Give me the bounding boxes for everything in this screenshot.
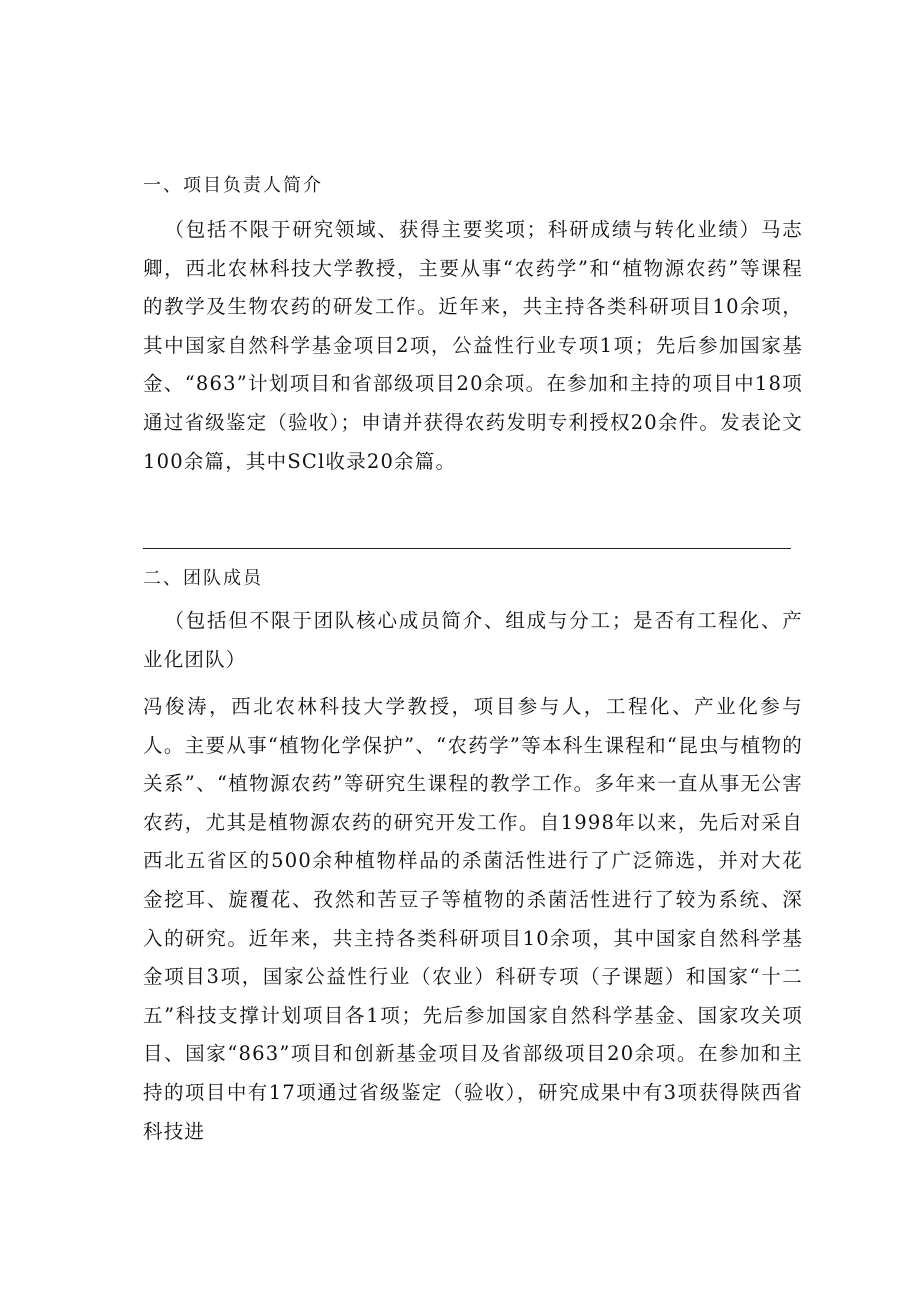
section2-heading: 二、团队成员	[143, 568, 263, 589]
section-divider	[143, 548, 791, 549]
section1-heading: 一、项目负责人简介	[143, 175, 323, 196]
section1-paragraph: （包括不限于研究领域、获得主要奖项；科研成绩与转化业绩）马志卿，西北农林科技大学教授，主要从事“农药学”和“植物源农药”等课程的教学及生物农药的研发工作。近年来，共主持各类科研项目10余项，其中国家自然科学基金项目2项，公益性行业专项1项；先后参加国家基金、“863”计划项目和省部级项目20余项。在参加和主持的项目中18项通过省级鉴定（验收）；申请并获得农药发明专利授权20余件。发表论文100余篇，其中SCl收录20余篇。	[143, 218, 803, 473]
section2-intro: （包括但不限于团队核心成员简介、组成与分工；是否有工程化、产业化团队）	[143, 609, 803, 671]
section2-member-paragraph: 冯俊涛，西北农林科技大学教授，项目参与人，工程化、产业化参与人。主要从事“植物化学保护”、“农药学”等本科生课程和“昆虫与植物的关系”、“植物源农药”等研究生课程的教学工作。多年来一直从事无公害农药，尤其是植物源农药的研究开发工作。自1998年以来，先后对采自西北五省区的500余种植物样品的杀菌活性进行了广泛筛选，并对大花金挖耳、旋覆花、孜然和苦豆子等植物的杀菌活性进行了较为系统、深入的研究。近年来，共主持各类科研项目10余项，其中国家自然科学基金项目3项，国家公益性行业（农业）科研专项（子课题）和国家“十二五”科技支撑计划项目各1项；先后参加国家自然科学基金、国家攻关项目、国家“863”项目和创新基金项目及省部级项目20余项。在参加和主持的项目中有17项通过省级鉴定（验收），研究成果中有3项获得陕西省科技进	[143, 695, 803, 1143]
